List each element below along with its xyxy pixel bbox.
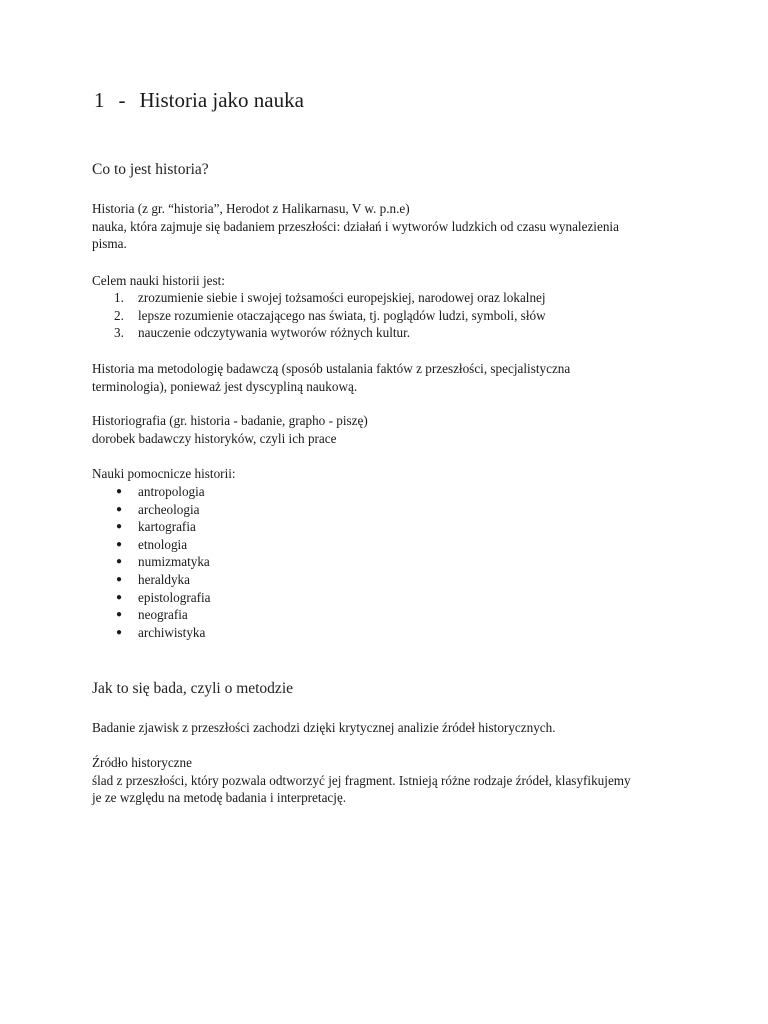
source-line-2: je ze względu na metodę badania i interpretację. — [92, 790, 347, 806]
goal-item — [92, 307, 692, 325]
title-number: 1 — [94, 88, 105, 112]
goals-intro: Celem nauki historii jest: — [92, 273, 225, 288]
aux-science-name: heraldyka — [138, 571, 190, 587]
bullet-icon: ● — [116, 503, 123, 515]
aux-sciences-list — [92, 483, 692, 641]
aux-science-item — [92, 536, 692, 554]
aux-science-item — [92, 553, 692, 571]
section-heading-what-is-history: Co to jest historia? — [92, 161, 209, 178]
section-heading-method: Jak to się bada, czyli o metodzie — [92, 680, 294, 697]
aux-sciences-intro: Nauki pomocnicze historii: — [92, 466, 236, 481]
goal-number: 2. — [114, 307, 124, 323]
historiography-paragraph — [92, 412, 692, 447]
aux-science-item — [92, 518, 692, 536]
methodology-line-2: terminologia), ponieważ jest dyscypliną naukową. — [92, 378, 358, 394]
analysis-paragraph: Badanie zjawisk z przeszłości zachodzi dzięki krytycznej analizie źródeł historycznych. — [92, 720, 556, 735]
aux-science-item — [92, 606, 692, 624]
bullet-icon: ● — [116, 486, 123, 497]
aux-science-item — [92, 571, 692, 589]
aux-science-item — [92, 483, 692, 501]
aux-science-item — [92, 589, 692, 607]
source-head: Źródło historyczne — [92, 755, 192, 770]
goal-item — [92, 289, 692, 307]
aux-science-name: archeologia — [138, 501, 200, 517]
title-dash: - — [118, 88, 126, 112]
aux-science-name: epistolografia — [138, 589, 211, 605]
aux-science-name: etnologia — [138, 536, 188, 552]
bullet-icon: ● — [116, 626, 123, 638]
definition-line-1: nauka, która zajmuje się badaniem przeszłości: działań i wytworów ludzkich od czasu wynalezienia — [92, 218, 619, 234]
document-title — [94, 88, 304, 113]
aux-science-name: neografia — [138, 607, 188, 623]
methodology-paragraph — [92, 360, 692, 395]
bullet-icon: ● — [116, 521, 123, 533]
title-text: Historia jako nauka — [139, 88, 304, 112]
bullet-icon: ● — [116, 556, 123, 568]
goal-text: lepsze rozumienie otaczającego nas świata, tj. poglądów ludzi, symboli, słów — [138, 307, 546, 323]
aux-science-name: numizmatyka — [138, 554, 210, 570]
goal-item — [92, 324, 692, 342]
goals-list — [92, 289, 692, 342]
definition-line-2: pisma. — [92, 236, 127, 252]
aux-science-item — [92, 624, 692, 642]
aux-science-item — [92, 501, 692, 519]
history-definition — [92, 200, 692, 253]
aux-science-name: archiwistyka — [138, 624, 206, 640]
historiography-body: dorobek badawczy historyków, czyli ich prace — [92, 430, 337, 446]
source-line-1: ślad z przeszłości, który pozwala odtworzyć jej fragment. Istnieją różne rodzaje źródeł, klasyfikujemy — [92, 772, 631, 788]
historiography-head: Historiografia (gr. historia - badanie, grapho - piszę) — [92, 413, 368, 428]
goal-number: 3. — [114, 325, 124, 341]
goal-text: zrozumienie siebie i swojej tożsamości europejskiej, narodowej oraz lokalnej — [138, 290, 546, 305]
bullet-icon: ● — [116, 538, 123, 550]
goal-text: nauczenie odczytywania wytworów różnych kultur. — [138, 325, 411, 341]
definition-head: Historia (z gr. “historia”, Herodot z Halikarnasu, V w. p.n.e) — [92, 201, 410, 216]
goal-number: 1. — [114, 290, 124, 305]
methodology-line-1: Historia ma metodologię badawczą (sposób ustalania faktów z przeszłości, specjalistyczna — [92, 361, 571, 376]
historical-source-paragraph — [92, 754, 692, 807]
bullet-icon: ● — [116, 573, 123, 585]
aux-science-name: antropologia — [138, 484, 205, 499]
bullet-icon: ● — [116, 609, 123, 621]
bullet-icon: ● — [116, 591, 123, 603]
aux-science-name: kartografia — [138, 519, 196, 535]
